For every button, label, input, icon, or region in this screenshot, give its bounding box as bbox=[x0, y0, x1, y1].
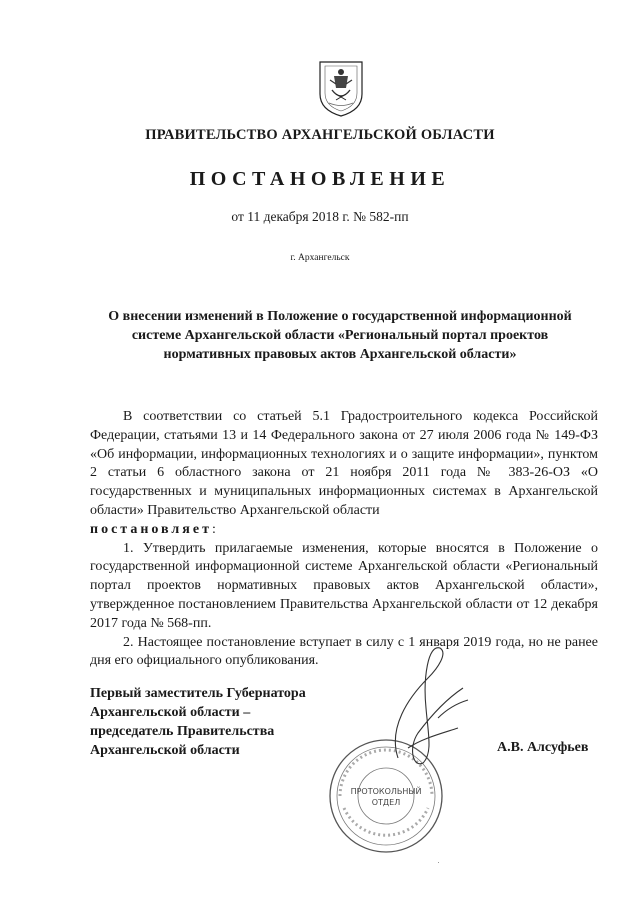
signatory-position-line: Архангельской области – bbox=[90, 705, 251, 720]
intro-paragraph bbox=[90, 408, 598, 521]
document-title: О внесении изменений в Положение о государственной информационной системе Архангельской области «Региональный портал проектов нормативных правовых актов Архангельской области» bbox=[108, 309, 572, 362]
decree-colon: : bbox=[211, 521, 216, 537]
arkhangelsk-coat-of-arms-icon bbox=[316, 58, 366, 118]
scan-speck bbox=[438, 862, 439, 863]
decree-line bbox=[90, 521, 598, 540]
signatory-name: А.В. Алсуфьев bbox=[497, 740, 589, 755]
document-city: г. Архангельск bbox=[290, 253, 350, 263]
svg-text:ПРОТОКОЛЬНЫЙ: ПРОТОКОЛЬНЫЙ bbox=[350, 787, 422, 796]
handwritten-signature-icon bbox=[378, 638, 488, 778]
signatory-position-line: Первый заместитель Губернатора bbox=[90, 686, 306, 701]
decree-word: постановляет bbox=[90, 521, 212, 537]
signatory-position-line: председатель Правительства bbox=[90, 724, 275, 739]
signatory-position-line: Архангельской области bbox=[90, 743, 240, 758]
organization-name: ПРАВИТЕЛЬСТВО АРХАНГЕЛЬСКОЙ ОБЛАСТИ bbox=[145, 127, 495, 143]
signatory-position bbox=[90, 684, 350, 760]
intro-text: В соответствии со статьей 5.1 Градостроительного кодекса Российской Федерации, статьями 13 и 14 Федерального закона от 27 июля 2006 года № 149-ФЗ «Об информации, информационных технологиях и о защите информации», пунктом 2 статьи 6 областного закона от 21 ноября 2011 года № 383-26-ОЗ «О государственных и муниципальных информационных системах в Архангельской области» Правительство Архангельской области bbox=[90, 409, 598, 518]
document-date-number: от 11 декабря 2018 г. № 582-пп bbox=[231, 209, 409, 224]
document-body bbox=[90, 408, 598, 671]
item-2: 2. Настоящее постановление вступает в силу с 1 января 2019 года, но не ранее дня его официального опубликования. bbox=[90, 634, 598, 669]
svg-text:ОТДЕЛ: ОТДЕЛ bbox=[371, 798, 401, 807]
document-type: ПОСТАНОВЛЕНИЕ bbox=[189, 168, 451, 190]
item-1: 1. Утвердить прилагаемые изменения, которые вносятся в Положение о государственной информационной системе Архангельской области «Региональный портал проектов нормативных правовых актов Архангельской области», утвержденное постановлением Правительства Архангельской области от 12 декабря 2017 года № 568-пп. bbox=[90, 540, 598, 631]
